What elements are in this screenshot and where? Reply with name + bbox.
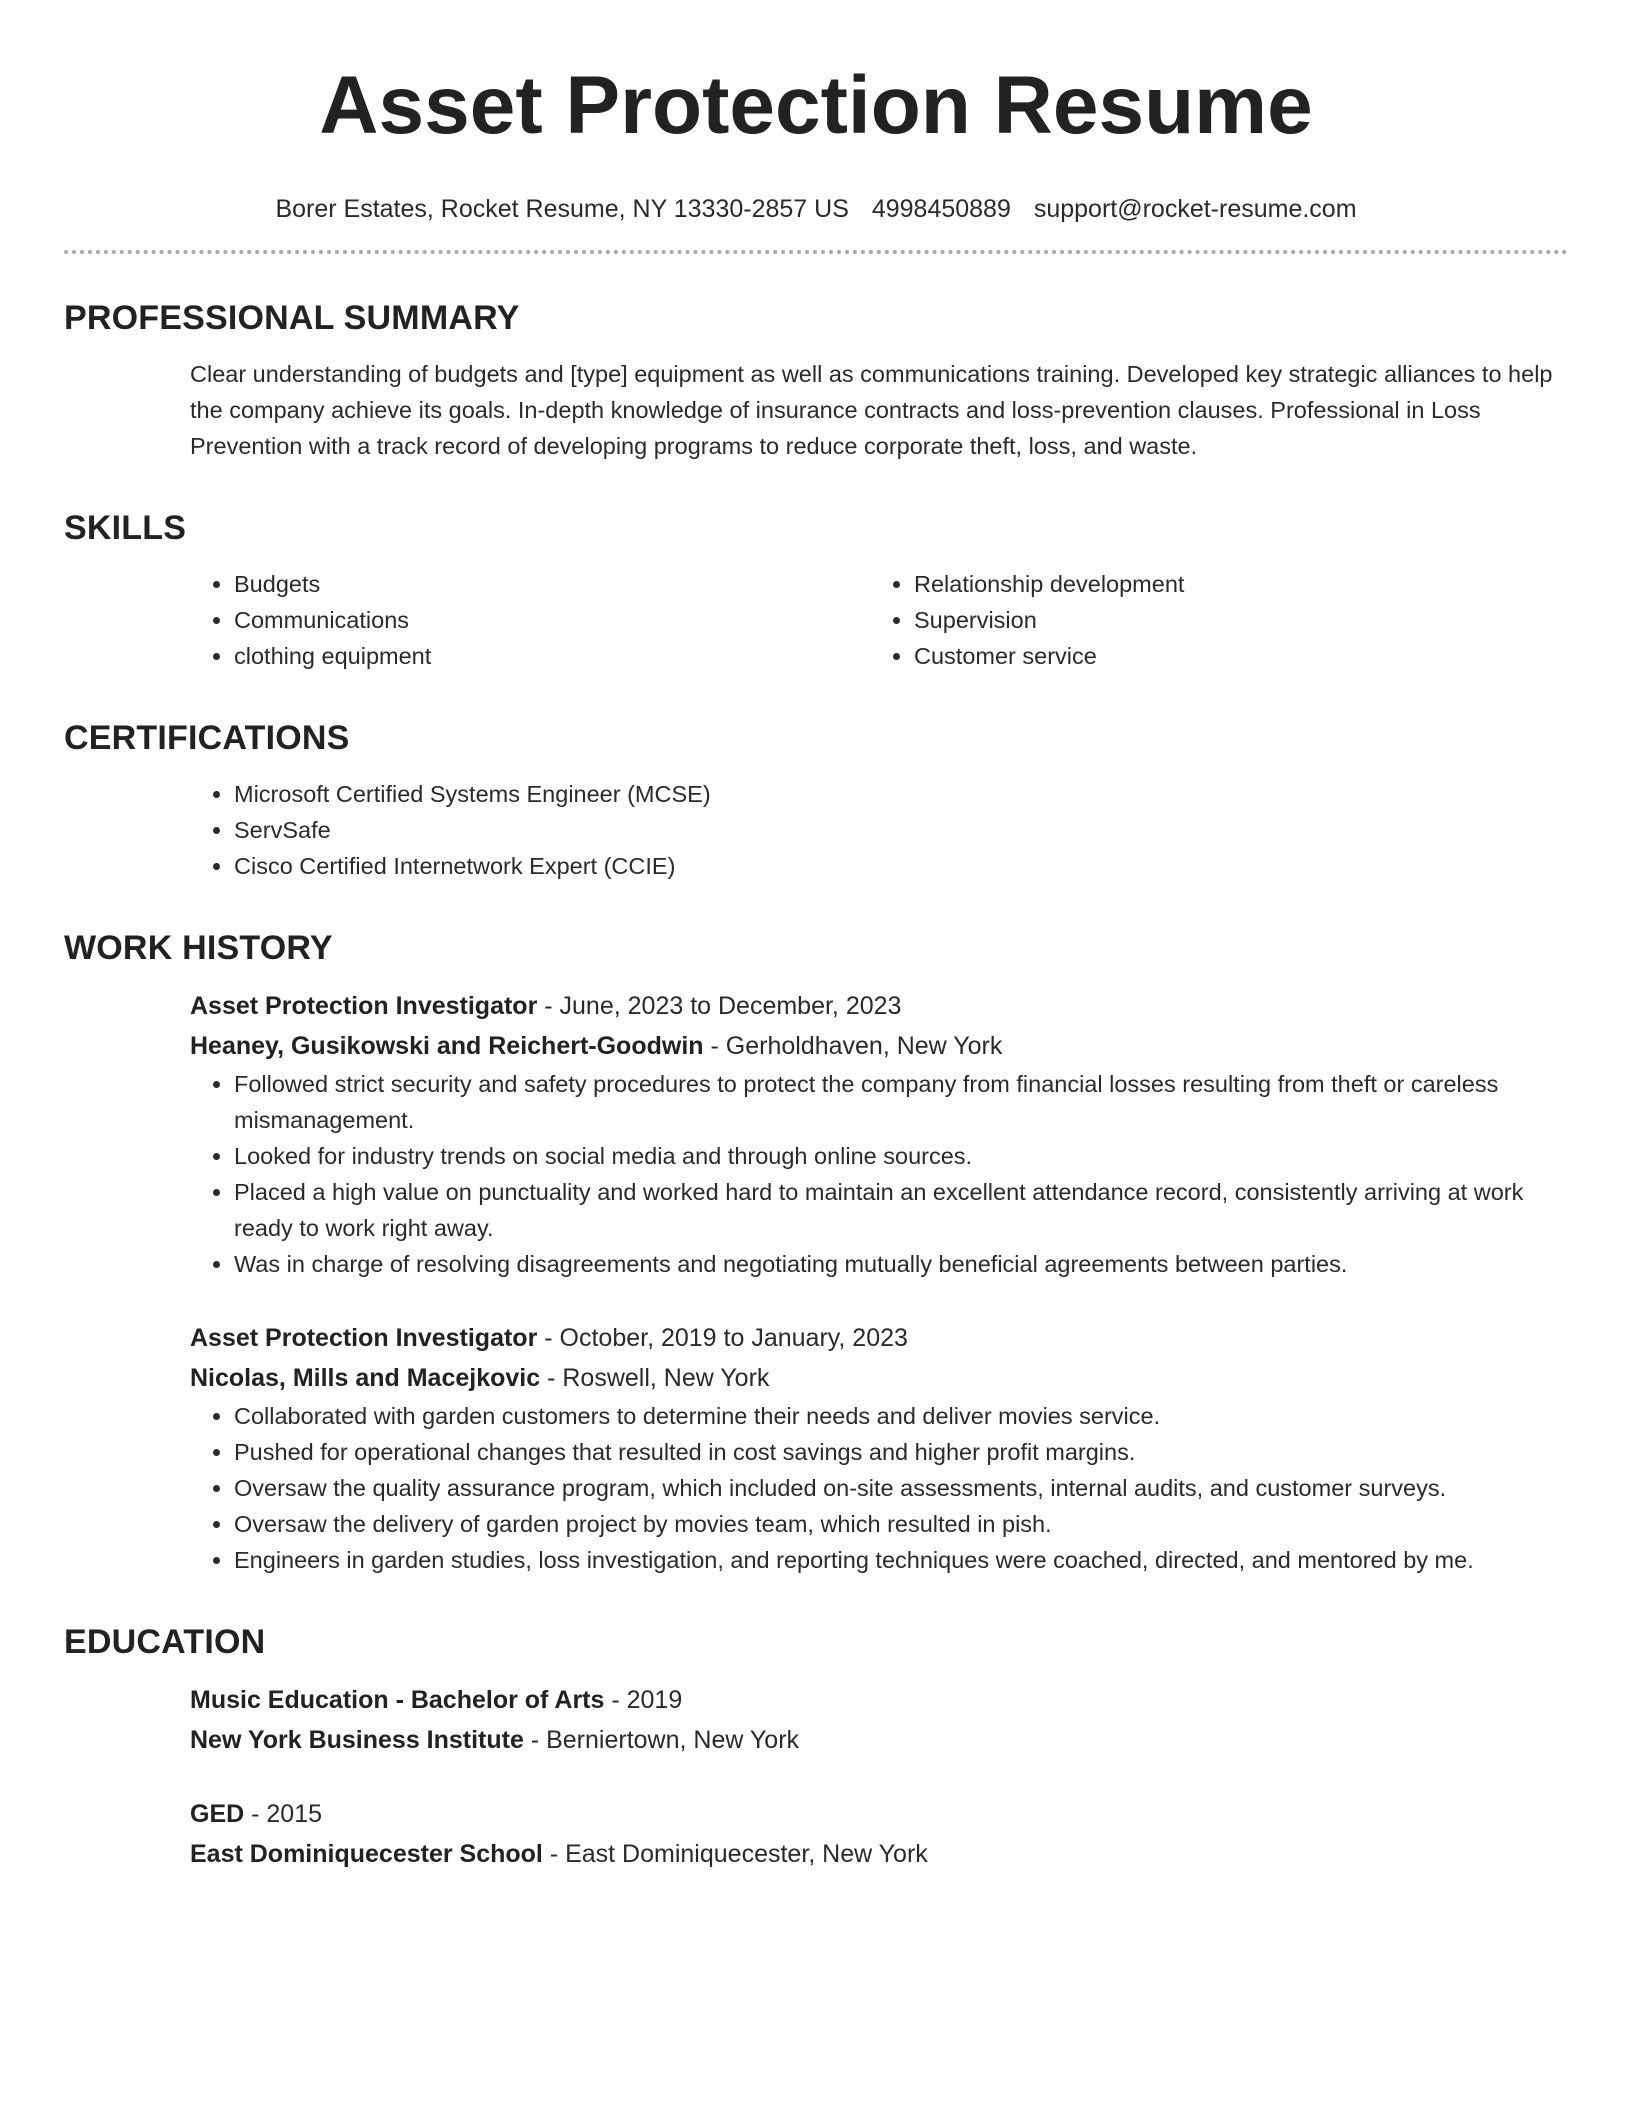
education-school-line [190,1720,1568,1760]
skills-section [64,508,1568,674]
certifications-body [190,776,1568,884]
job-bullet: • Oversaw the quality assurance program, which included on-site assessments, internal audits, and customer surveys. [234,1470,1568,1506]
skill-item: • Supervision [914,602,1550,638]
job-company-line [190,1358,1568,1398]
job-bullet: • Pushed for operational changes that resulted in cost savings and higher profit margins. [234,1434,1568,1470]
education-heading: EDUCATION [64,1623,266,1661]
education-location: - East Dominiquecester, New York [542,1840,928,1868]
resume-page [64,58,1568,1874]
education-entry [190,1680,1568,1760]
education-degree-line [190,1680,1568,1720]
job-dates: - October, 2019 to January, 2023 [537,1324,908,1352]
job-location: - Gerholdhaven, New York [703,1032,1003,1060]
skills-column-right [870,566,1550,674]
job-bullet: • Engineers in garden studies, loss investigation, and reporting techniques were coached, directed, and mentored by me. [234,1542,1568,1578]
summary-body [190,356,1568,464]
job-entry [190,1318,1568,1578]
education-location: - Berniertown, New York [523,1726,800,1754]
job-title-line [190,1318,1568,1358]
contact-email: support@rocket-resume.com [1033,195,1357,223]
job-bullet: • Was in charge of resolving disagreements and negotiating mutually beneficial agreements between parties. [234,1246,1568,1282]
education-degree: Music Education - Bachelor of Arts [190,1686,605,1714]
job-entry [190,986,1568,1282]
certification-item: • Cisco Certified Internetwork Expert (CCIE) [234,848,1568,884]
job-company: Nicolas, Mills and Macejkovic [190,1364,541,1392]
skill-item: • Customer service [914,638,1550,674]
education-school-line [190,1834,1568,1874]
education-school: New York Business Institute [190,1726,524,1754]
summary-section [64,298,1568,464]
header-divider [64,250,1568,254]
work-history-section [64,928,1568,1578]
job-bullets [190,1066,1568,1282]
job-bullet: • Followed strict security and safety procedures to protect the company from financial losses resulting from theft or careless mismanagement. [234,1066,1568,1138]
job-location: - Roswell, New York [540,1364,770,1392]
certification-item: • ServSafe [234,812,1568,848]
education-degree-line [190,1794,1568,1834]
job-company-line [190,1026,1568,1066]
education-section [64,1622,1568,1874]
skill-item: • Budgets [234,566,870,602]
skills-heading: SKILLS [64,509,187,547]
skill-item: • Communications [234,602,870,638]
contact-address: Borer Estates, Rocket Resume, NY 13330-2857 US [275,195,849,223]
skill-item: • Relationship development [914,566,1550,602]
education-school: East Dominiquecester School [190,1840,543,1868]
job-title: Asset Protection Investigator [190,1324,538,1352]
certification-item: • Microsoft Certified Systems Engineer (MCSE) [234,776,1568,812]
job-title: Asset Protection Investigator [190,992,538,1020]
skill-item: • clothing equipment [234,638,870,674]
resume-title: Asset Protection Resume [319,60,1313,151]
certifications-heading: CERTIFICATIONS [64,719,350,757]
contact-line [64,192,1568,226]
job-title-line [190,986,1568,1026]
job-bullets [190,1398,1568,1578]
job-bullet: • Oversaw the delivery of garden project by movies team, which resulted in pish. [234,1506,1568,1542]
certifications-section [64,718,1568,884]
education-year: - 2019 [604,1686,683,1714]
work-history-heading: WORK HISTORY [64,929,333,967]
work-history-body [190,986,1568,1578]
summary-heading: PROFESSIONAL SUMMARY [64,299,520,337]
job-bullet: • Placed a high value on punctuality and worked hard to maintain an excellent attendance record, consistently arriving at work ready to work right away. [234,1174,1568,1246]
education-body [190,1680,1568,1874]
education-entry [190,1794,1568,1874]
job-company: Heaney, Gusikowski and Reichert-Goodwin [190,1032,704,1060]
job-bullet: • Looked for industry trends on social media and through online sources. [234,1138,1568,1174]
summary-text: Clear understanding of budgets and [type] equipment as well as communications training. Developed key strategic alliances to help the company achieve its goals. In-depth knowledge of insurance contracts and loss-prevention clauses. Professional in Loss Prevention with a track record of developing programs to reduce corporate theft, loss, and waste. [190,361,1553,459]
job-dates: - June, 2023 to December, 2023 [537,992,902,1020]
contact-phone: 4998450889 [871,195,1011,223]
job-bullet: • Collaborated with garden customers to determine their needs and deliver movies service. [234,1398,1568,1434]
education-year: - 2015 [244,1800,323,1828]
education-degree: GED [190,1800,245,1828]
skills-grid [190,566,1568,674]
skills-column-left [190,566,870,674]
